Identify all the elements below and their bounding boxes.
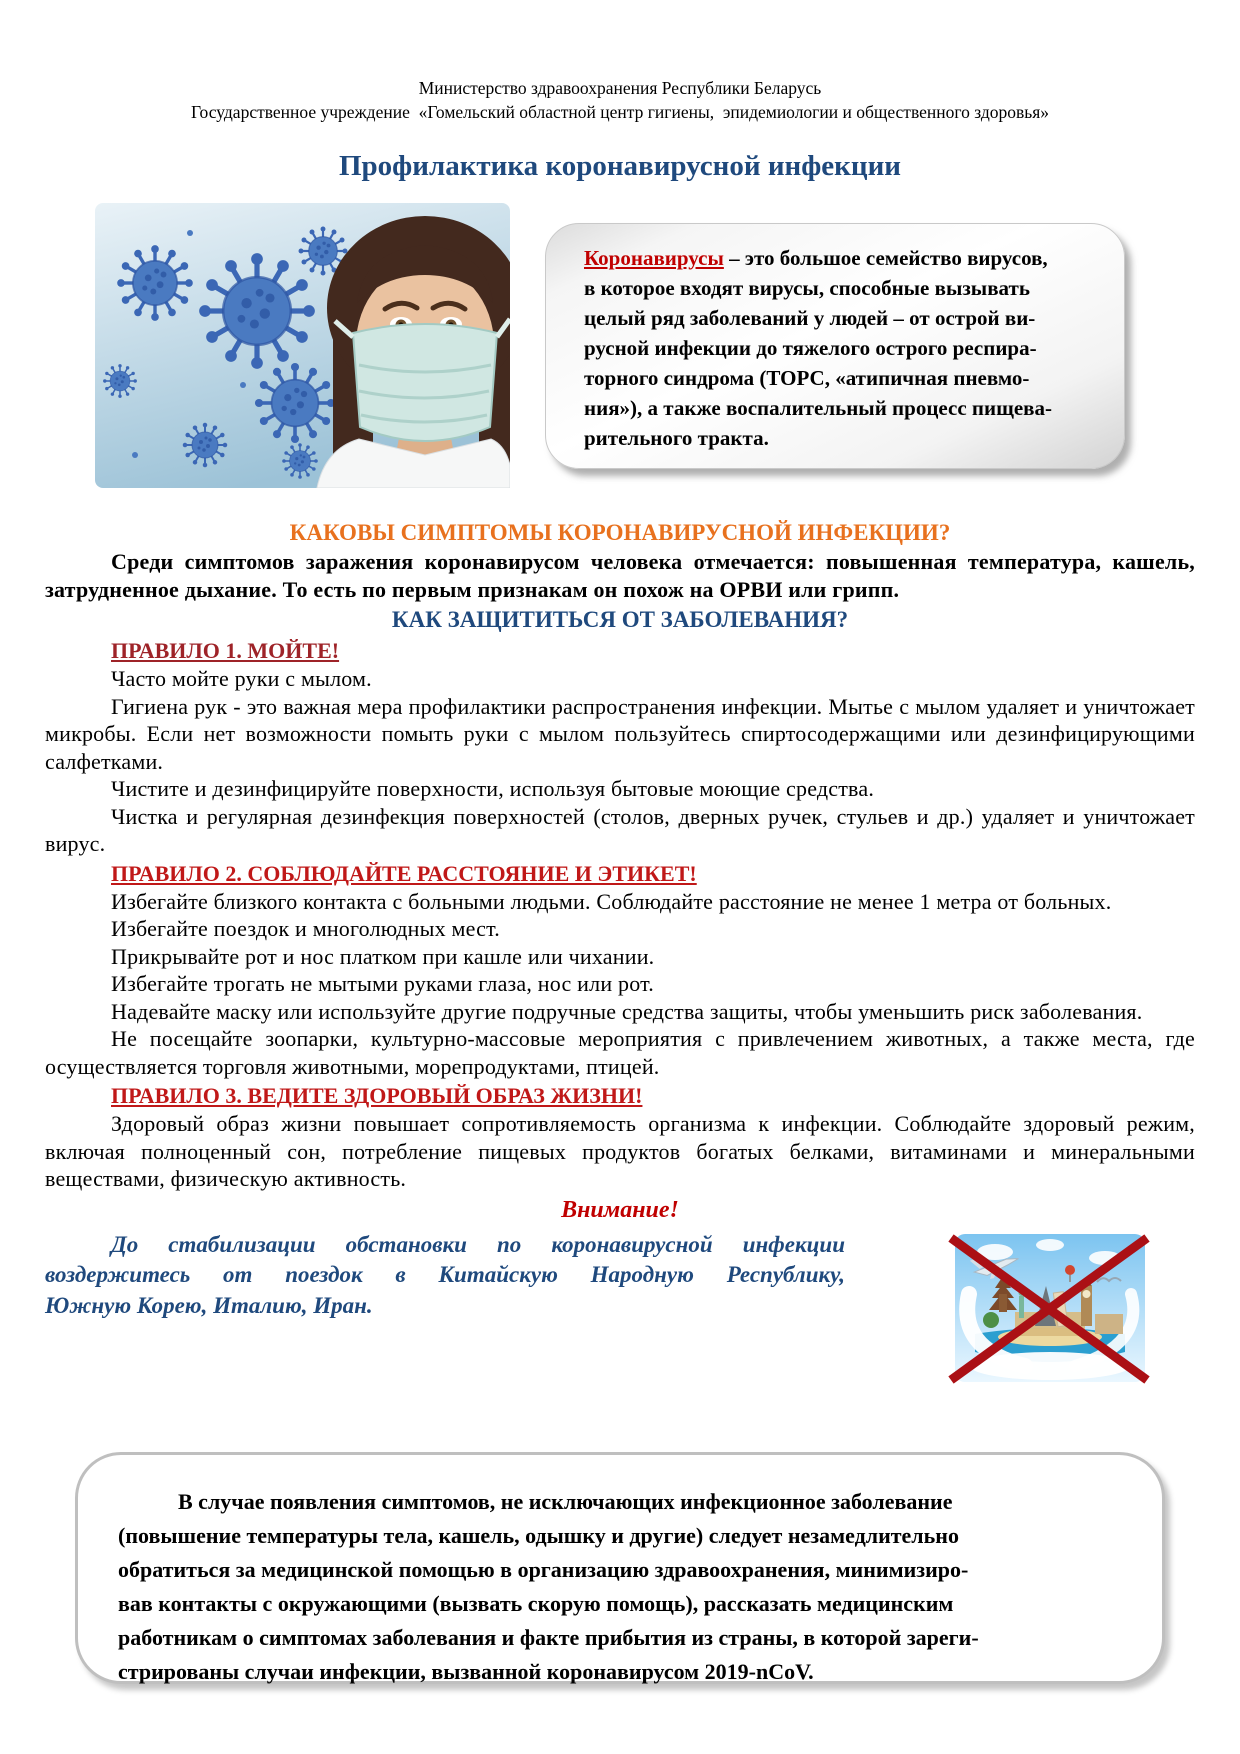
travel-warning-line: До стабилизации обстановки по коронавирусной инфекции (111, 1231, 845, 1257)
balloon-icon (1065, 1265, 1075, 1275)
symptoms-heading: КАКОВЫ СИМПТОМЫ КОРОНАВИРУСНОЙ ИНФЕКЦИИ? (289, 520, 951, 545)
hero-section (95, 203, 1240, 488)
travel-warning-line: воздержитесь от поездок в Китайскую Народную Республику, (45, 1262, 845, 1287)
medical-advice-line: В случае появления симптомов, не исключающих инфекционное заболевание (178, 1489, 953, 1514)
travel-warning-text (45, 1230, 845, 1322)
rule-1-paragraph: Чистка и регулярная дезинфекция поверхностей (столов, дверных ручек, стульев и др.) удаляет и уничтожает вирус. (45, 803, 1195, 856)
rule-2-heading: ПРАВИЛО 2. СОБЛЮДАЙТЕ РАССТОЯНИЕ И ЭТИКЕТ! (111, 860, 697, 886)
ministry-line: Министерство здравоохранения Республики Беларусь (418, 78, 822, 98)
intro-line: русной инфекции до тяжелого острого респира- (584, 336, 1037, 360)
rule-1-paragraph: Часто мойте руки с мылом. (111, 666, 372, 691)
page-title: Профилактика коронавирусной инфекции (338, 150, 902, 182)
medical-advice-line: (повышение температуры тела, кашель, одышку и другие) следует незамедлительно (118, 1523, 959, 1548)
coronavirus-definition-box (545, 223, 1125, 469)
travel-warning-section (45, 1230, 1195, 1340)
intro-line-rest: – это большое семейство вирусов, (723, 246, 1048, 270)
medical-advice-line: стрированы случаи инфекции, вызванной коронавирусом 2019-nCoV. (118, 1659, 814, 1684)
rule-3-paragraph: Здоровый образ жизни повышает сопротивляемость организма к инфекции. Соблюдайте здоровый режим, включая полноценный сон, потребление пищевых продуктов богатых белками, витаминами и минеральными веществами, физическую активность. (45, 1111, 1195, 1191)
intro-line: торного синдрома (ТОРС, «атипичная пневмо- (584, 366, 1030, 390)
rule-1-paragraph: Гигиена рук - это важная мера профилактики распространения инфекции. Мытье с мылом удаляет и уничтожает микробы. Если нет возможности помыть руки с мылом пользуйтесь спиртосодержащими или дезинфицирующими салфетками. (45, 693, 1195, 774)
intro-line: в которое входят вирусы, способные вызывать (584, 276, 1030, 300)
rule-2-paragraph: Избегайте трогать не мытыми руками глаза, нос или рот. (111, 971, 654, 996)
medical-advice-line: обратиться за медицинской помощью в организацию здравоохранения, минимизиро- (118, 1557, 969, 1582)
travel-ban-image (955, 1234, 1145, 1382)
medical-advice-box (75, 1452, 1165, 1684)
rule-2-paragraph: Избегайте поездок и многолюдных мест. (111, 916, 500, 941)
rule-2-paragraph: Прикрывайте рот и нос платком при кашле или чихании. (111, 943, 655, 969)
document-header (0, 0, 1240, 124)
intro-line: ния»), а также воспалительный процесс пищева- (584, 396, 1052, 420)
coronavirus-term: Коронавирусы (584, 246, 724, 270)
intro-line: рительного тракта. (584, 426, 769, 450)
intro-line (584, 243, 1102, 273)
rule-1-heading: ПРАВИЛО 1. МОЙТЕ! (111, 638, 340, 663)
travel-warning-line: Южную Корею, Италию, Иран. (45, 1292, 373, 1318)
rule-1-paragraph: Чистите и дезинфицируйте поверхности, используя бытовые моющие средства. (111, 776, 875, 801)
medical-advice-line: вав контакты с окружающими (вызвать скорую помощь), рассказать медицинским (118, 1591, 954, 1616)
institution-line: Государственное учреждение «Гомельский областной центр гигиены, эпидемиологии и общественного здоровья» (190, 102, 1050, 122)
rule-2-paragraph: Надевайте маску или используйте другие подручные средства защиты, чтобы уменьшить риск заболевания. (111, 998, 1143, 1024)
masked-woman-virus-illustration (95, 203, 510, 488)
masked-woman (317, 216, 510, 488)
rule-2-paragraph: Избегайте близкого контакта с больными людьми. Соблюдайте расстояние не менее 1 метра от больных. (111, 888, 1112, 914)
travel-ban-illustration (955, 1234, 1145, 1382)
symptoms-text: Среди симптомов заражения коронавирусом человека отмечается: повышенная температура, кашель, затрудненное дыхание. То есть по первым признакам он похож на ОРВИ или грипп. (45, 549, 1195, 602)
attention-heading: Внимание! (561, 1196, 679, 1223)
protection-heading: КАК ЗАЩИТИТЬСЯ ОТ ЗАБОЛЕВАНИЯ? (391, 607, 849, 632)
intro-line: целый ряд заболеваний у людей – от острой ви- (584, 306, 1036, 330)
masked-woman-virus-image (95, 203, 510, 488)
rule-3-heading: ПРАВИЛО 3. ВЕДИТЕ ЗДОРОВЫЙ ОБРАЗ ЖИЗНИ! (111, 1083, 643, 1108)
rule-2-paragraph: Не посещайте зоопарки, культурно-массовые мероприятия с привлечением животных, а также места, где осуществляется торговля животными, морепродуктами, птицей. (45, 1026, 1195, 1079)
medical-advice-line: работникам о симптомах заболевания и факте прибытия из страны, в которой зареги- (118, 1625, 979, 1650)
